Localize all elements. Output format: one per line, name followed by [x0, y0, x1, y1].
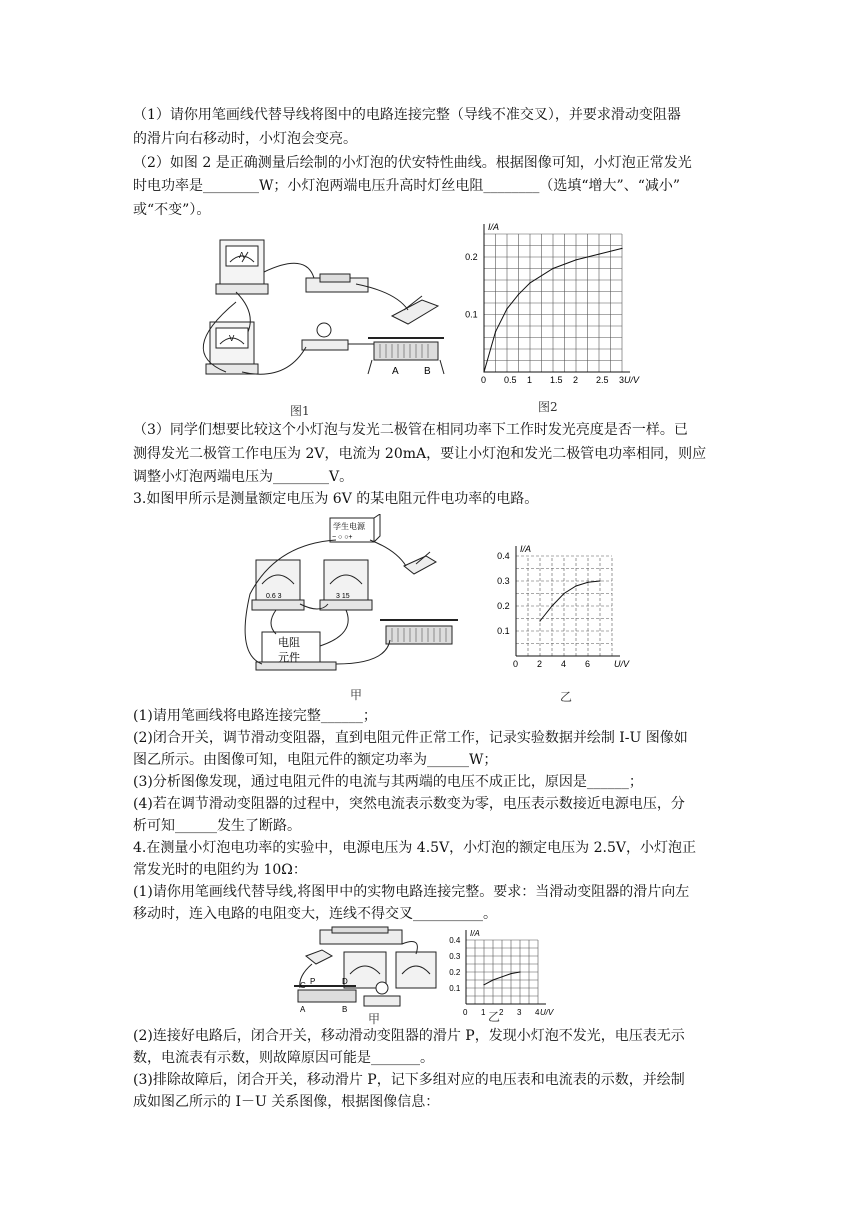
y-axis-label: I/A	[470, 929, 480, 938]
x-tick-label: 0	[481, 375, 487, 385]
x-tick-label: 4	[535, 1008, 540, 1017]
y-tick-label: 0.1	[465, 309, 478, 320]
fig2-caption: 图2	[538, 400, 558, 414]
rheostat-label-c: C	[300, 981, 306, 990]
q3-line-2: (2)闭合开关，调节滑动变阻器，直到电阻元件正常工作，记录实验数据并绘制 I-U 图像如	[133, 730, 688, 746]
voltmeter-scale: 3 15	[336, 593, 350, 600]
y-tick-label: 0.2	[497, 601, 510, 611]
q3-line-3: 图乙所示。由图像可知，电阻元件的额定功率为______W；	[133, 752, 498, 768]
y-tick-label: 0.2	[465, 252, 478, 262]
data-point	[552, 268, 553, 269]
y-tick-label: 0.4	[497, 551, 510, 561]
y-tick-label: 0.4	[449, 936, 461, 945]
data-point	[587, 582, 588, 583]
q2-p2-line-1: （2）如图 2 是正确测量后绘制的小灯泡的伏安特性曲线。根据图像可知，小灯泡正常发光	[133, 155, 692, 171]
y-axis-label: I/A	[488, 222, 500, 232]
data-point	[492, 979, 493, 980]
x-tick-label: 3	[517, 1008, 522, 1017]
data-point	[506, 308, 507, 309]
switch-icon	[404, 556, 436, 574]
x-tick-label: 0.5	[504, 375, 517, 385]
x-tick-label: 1.5	[550, 375, 563, 385]
rheostat-icon	[374, 342, 438, 360]
q3-line-6: 析可知______发生了断路。	[133, 818, 301, 834]
x-tick-label: 2	[537, 659, 543, 669]
q4-p1-line-1: (1)请你用笔画线代替导线,将图甲中的实物电路连接完整。要求：当滑动变阻器的滑片向左	[133, 884, 690, 900]
q3-fig-jia-caption: 甲	[350, 688, 363, 702]
q4-p2-line-2: 数，电流表有示数，则故障原因可能是_______。	[133, 1050, 434, 1066]
data-point	[599, 580, 600, 581]
data-point	[551, 605, 552, 606]
data-point	[519, 971, 520, 972]
rheostat-icon	[386, 626, 452, 644]
y-tick-label: 0.3	[449, 952, 461, 961]
q2-p2-line-3: 或“不变”）。	[133, 202, 211, 218]
bulb-icon	[317, 323, 331, 337]
x-axis-label: U/V	[614, 659, 630, 669]
data-point	[501, 976, 502, 977]
x-tick-label: 1	[481, 1008, 486, 1017]
x-tick-label: 2	[573, 375, 579, 385]
rheostat-label-d: D	[342, 977, 348, 986]
x-tick-label: 3	[619, 375, 625, 385]
ammeter-scale: 0.6 3	[266, 593, 282, 600]
iu-chart-q3	[492, 532, 642, 682]
fig1-caption: 图1	[290, 404, 310, 418]
power-supply-label: 学生电源	[333, 522, 365, 531]
x-tick-label: 2	[499, 1008, 504, 1017]
resistor-label-1: 电阻	[278, 637, 300, 649]
x-axis-label: U/V	[624, 375, 640, 385]
resistor-label-2: 元件	[278, 652, 300, 664]
q3-line-4: (3)分析图像发现，通过电阻元件的电流与其两端的电压不成正比，原因是______；	[133, 774, 643, 790]
y-tick-label: 0.2	[449, 968, 461, 977]
x-tick-label: 2.5	[596, 375, 609, 385]
x-axis-label: U/V	[540, 1008, 554, 1017]
q2-p3-line-3: 调整小灯泡两端电压为________V。	[133, 469, 354, 485]
q2-p3-line-1: （3）同学们想要比较这个小灯泡与发光二极管在相同功率下工作时发光亮度是否一样。已	[133, 422, 688, 438]
ammeter-icon	[396, 952, 436, 988]
rheostat-label-a: A	[300, 1005, 306, 1014]
data-point	[575, 585, 576, 586]
switch-icon	[392, 300, 438, 324]
data-point	[575, 259, 576, 260]
q4-p2-line-1: (2)连接好电路后，闭合开关，移动滑动变阻器的滑片 P，发现小灯泡不发光，电压表无示	[133, 1028, 685, 1044]
rheostat-terminal-a: A	[392, 366, 399, 377]
circuit-figure-q3	[236, 514, 476, 680]
data-point	[529, 282, 530, 283]
circuit-figure-1	[196, 232, 466, 382]
x-tick-label: 0	[463, 1008, 468, 1017]
data-point	[539, 620, 540, 621]
rheostat-icon	[298, 990, 356, 1002]
data-point	[483, 984, 484, 985]
iu-curve	[540, 581, 600, 621]
data-point	[598, 254, 599, 255]
q3-line-1: (1)请用笔画线将电路连接完整______；	[133, 708, 377, 724]
power-supply-terminals: − ○ ○+	[332, 534, 353, 541]
y-tick-label: 0.3	[497, 576, 510, 586]
q4-title-line-1: 4.在测量小灯泡电功率的实验中，电源电压为 4.5V，小灯泡的额定电压为 2.5V，小灯泡正	[133, 840, 697, 856]
data-point	[495, 331, 496, 332]
y-axis-label: I/A	[520, 544, 532, 554]
x-tick-label: 1	[527, 375, 533, 385]
q2-p3-line-2: 测得发光二极管工作电压为 2V，电流为 20mA，要让小灯泡和发光二极管电功率相同，则应	[133, 446, 707, 462]
rheostat-terminal-b: B	[424, 366, 431, 377]
q4-fig-jia-caption: 甲	[368, 1012, 381, 1026]
q4-p2-line-4: 成如图乙所示的 I－U 关系图像，根据图像信息：	[133, 1094, 440, 1110]
rheostat-label-b: B	[342, 1005, 348, 1014]
voltmeter-label: V	[229, 334, 235, 343]
q4-fig-yi-caption: 乙	[488, 1010, 501, 1024]
data-point	[621, 248, 622, 249]
q3-title: 3.如图甲所示是测量额定电压为 6V 的某电阻元件电功率的电路。	[133, 491, 539, 507]
q2-p1-line-2: 的滑片向右移动时，小灯泡会变亮。	[133, 131, 357, 147]
data-point	[518, 294, 519, 295]
q4-title-line-2: 常发光时的电阻约为 10Ω：	[133, 862, 307, 878]
x-tick-label: 4	[561, 659, 567, 669]
iu-chart-fig2	[460, 216, 660, 396]
circuit-figure-q4	[292, 926, 442, 1020]
bulb-icon	[376, 982, 388, 994]
q2-p2-line-2: 时电功率是________W；小灯泡两端电压升高时灯丝电阻________（选填“增大”、“减小”	[133, 178, 681, 194]
x-tick-label: 0	[513, 659, 519, 669]
y-tick-label: 0.1	[449, 984, 461, 993]
data-point	[510, 973, 511, 974]
q3-line-5: (4)若在调节滑动变阻器的过程中，突然电流表示数变为零，电压表示数接近电源电压，分	[133, 796, 685, 812]
q4-p1-line-2: 移动时，连入电路的电阻变大，连线不得交叉__________。	[133, 906, 497, 922]
iu-chart-q4	[446, 924, 556, 1018]
rheostat-label-p: P	[310, 977, 316, 986]
data-point	[483, 371, 484, 372]
ammeter-label: A	[239, 251, 245, 260]
data-point	[563, 593, 564, 594]
q2-p1-line-1: （1）请你用笔画线代替导线将图中的电路连接完整（导线不准交叉），并要求滑动变阻器	[133, 107, 681, 123]
switch-icon	[306, 950, 332, 964]
x-tick-label: 6	[585, 659, 591, 669]
y-tick-label: 0.1	[497, 626, 510, 636]
q3-fig-yi-caption: 乙	[560, 690, 573, 704]
q4-p2-line-3: (3)排除故障后，闭合开关，移动滑片 P，记下多组对应的电压表和电流表的示数，并绘制	[133, 1072, 685, 1088]
